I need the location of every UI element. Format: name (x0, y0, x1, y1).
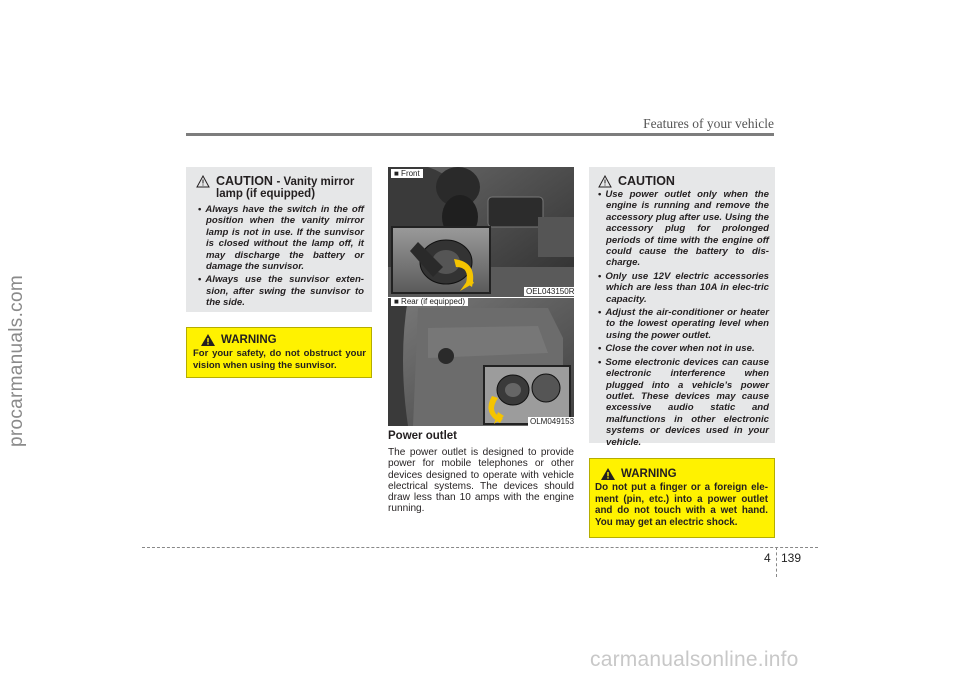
caution-vanity-heading: CAUTION (216, 174, 273, 188)
caution-outlet-box (589, 167, 775, 448)
power-outlet-text: The power outlet is designed to provide power for mobile telephones or other devices designed to operate with vehicle electrical systems. The devices should draw less than 10 amps with the engine running. (388, 447, 574, 515)
list-item: • Only use 12V electric accessories which are less than 10A in elec-tric capacity. (594, 271, 769, 305)
footer-divider (776, 547, 777, 577)
warning-sunvisor-text: For your safety, do not obstruct your vision when using the sunvisor. (193, 348, 366, 371)
front-outlet-photo (388, 167, 574, 297)
side-watermark (2, 160, 28, 560)
footer-rule (142, 547, 818, 548)
power-outlet-title: Power outlet (388, 430, 458, 442)
warning-outlet-head (595, 468, 768, 480)
list-item: • Close the cover when not in use. (594, 343, 769, 354)
list-item: • Use power outlet only when the engine is running and remove the accessory plug after use. Using the accessory plug for prolonged periods of time with the engine off could cause the battery to dis-charge. (594, 189, 769, 269)
rear-label: ■ Rear (if equipped) (391, 297, 468, 306)
warning-outlet-box (589, 458, 775, 538)
list-item: • Some electronic devices can cause electronic interference when plugged into a vehicle’s power outlet. These devices may cause excessive audio static and malfunctions in other electronic systems or devices used in your vehicle. (594, 357, 769, 448)
caution-triangle-icon (598, 175, 612, 188)
warning-sunvisor-head (193, 334, 366, 346)
page-header-title: Features of your vehicle (643, 116, 774, 131)
list-item: • Always use the sunvisor exten-sion, after swing the sunvisor to the side. (194, 274, 364, 308)
rear-outlet-photo (388, 298, 574, 426)
caution-vanity-subtitle-b: lamp (if equipped) (216, 188, 316, 200)
list-item: • Always have the switch in the off position when the vanity mirror lamp is not in use. If the sunvisor is closed without the lamp off, it may discharge the battery or damage the sunvisor. (194, 204, 364, 272)
header-rule (186, 133, 774, 136)
warning-outlet-text: Do not put a finger or a foreign ele-ment (pin, etc.) into a power outlet and do not touch with a wet hand. You may get an electric shock. (595, 482, 768, 528)
side-watermark-text: procarmanuals.com (6, 275, 27, 447)
caution-vanity-title (196, 174, 364, 200)
chapter-number: 4 (764, 551, 771, 565)
caution-outlet-title (598, 174, 769, 188)
bottom-watermark: carmanualsonline.info (590, 648, 799, 671)
front-image-code: OEL043150R (526, 287, 575, 296)
warning-triangle-icon (201, 334, 215, 346)
front-label: ■ Front (391, 169, 423, 178)
page-number: 139 (781, 551, 802, 565)
rear-outlet-illustration (388, 298, 574, 426)
caution-vanity-box (186, 167, 372, 312)
warning-outlet-heading: WARNING (621, 468, 677, 480)
warning-sunvisor-heading: WARNING (221, 334, 277, 346)
rear-image-code: OLM049153 (530, 417, 575, 426)
front-outlet-illustration (388, 167, 574, 297)
caution-vanity-list (194, 204, 364, 309)
caution-outlet-heading: CAUTION (618, 174, 675, 188)
caution-outlet-list (594, 189, 769, 448)
caution-vanity-subtitle-a: - Vanity mirror (276, 176, 355, 188)
warning-sunvisor-box (186, 327, 372, 378)
list-item: • Adjust the air-conditioner or heater to the lowest operating level when using the power outlet. (594, 307, 769, 341)
warning-triangle-icon (601, 468, 615, 480)
caution-triangle-icon (196, 175, 210, 188)
